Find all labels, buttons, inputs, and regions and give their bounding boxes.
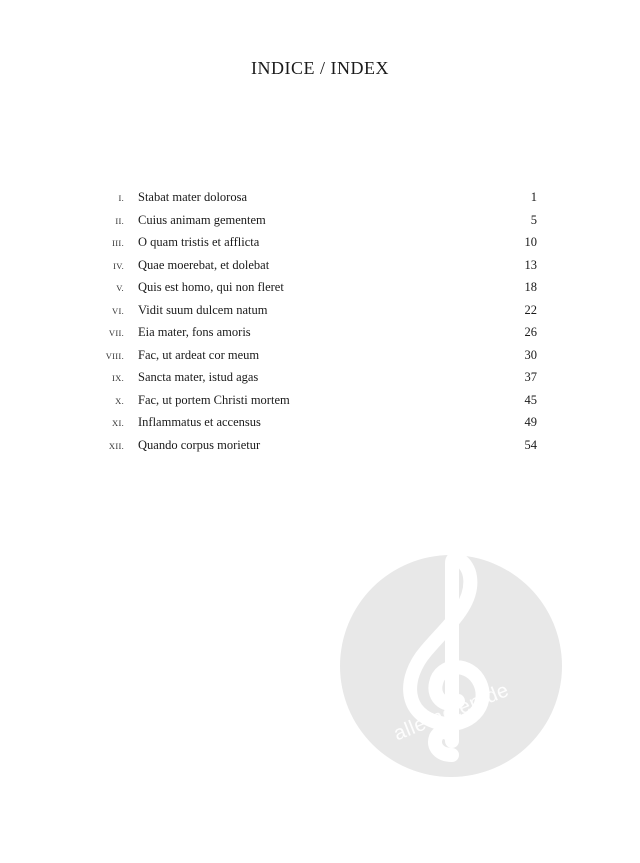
toc-entry-title: Vidit suum dulcem natum: [138, 302, 268, 317]
toc-entry-number: II.: [115, 215, 124, 226]
toc-entry-number: XII.: [108, 440, 124, 451]
toc-entry: [100, 438, 537, 461]
toc-entry-page: 37: [524, 370, 537, 384]
toc-entry-title: Quis est homo, qui non fleret: [138, 280, 284, 294]
toc-entry: [100, 348, 537, 371]
toc-entry: [100, 280, 537, 303]
toc-entry-title: O quam tristis et afflicta: [138, 235, 260, 249]
toc-entry-title: Inflammatus et accensus: [138, 415, 261, 429]
toc-entry: [100, 258, 537, 281]
toc-entry-number: XI.: [112, 418, 124, 428]
toc-entry: [100, 190, 537, 213]
toc-entry-title: Cuius animam gementem: [138, 212, 266, 227]
toc-entry-page: 13: [524, 257, 537, 272]
toc-entry: [100, 235, 537, 258]
toc-entry-page: 26: [524, 325, 537, 339]
toc-entry-number: IV.: [113, 260, 124, 271]
toc-entry-page: 54: [524, 437, 537, 452]
toc-entry-page: 45: [524, 392, 537, 407]
toc-entry-title: Fac, ut portem Christi mortem: [138, 392, 290, 407]
toc-entry: [100, 303, 537, 326]
toc-entry-number: X.: [115, 395, 124, 406]
page-title: INDICE / INDEX: [251, 58, 389, 78]
toc-entry-page: 1: [530, 190, 537, 204]
toc-entry-title: Eia mater, fons amoris: [138, 325, 251, 339]
toc-entry-page: 18: [524, 280, 537, 294]
toc-entry: [100, 393, 537, 416]
table-of-contents: [100, 190, 537, 460]
toc-entry-number: IX.: [112, 373, 124, 383]
toc-entry-number: V.: [116, 283, 124, 293]
toc-entry-page: 30: [524, 347, 537, 362]
toc-entry-page: 49: [524, 415, 537, 429]
toc-entry-page: 22: [524, 302, 537, 317]
toc-entry: [100, 325, 537, 348]
toc-entry-title: Stabat mater dolorosa: [138, 190, 247, 204]
toc-entry-title: Quae moerebat, et dolebat: [138, 257, 270, 272]
toc-entry-title: Quando corpus morietur: [138, 437, 261, 452]
toc-entry-number: I.: [118, 193, 124, 203]
toc-entry-number: VI.: [112, 305, 124, 316]
toc-entry-number: III.: [112, 238, 124, 248]
toc-entry-number: VII.: [108, 328, 124, 338]
toc-entry: [100, 213, 537, 236]
toc-entry: [100, 370, 537, 393]
watermark-text: alle-noten.de: [390, 679, 513, 746]
toc-entry-number: VIII.: [105, 350, 124, 361]
toc-entry-page: 10: [524, 235, 537, 249]
toc-entry-page: 5: [530, 212, 537, 227]
watermark-treble-clef-icon: [340, 555, 562, 777]
toc-entry-title: Sancta mater, istud agas: [138, 370, 259, 384]
toc-entry-title: Fac, ut ardeat cor meum: [138, 347, 260, 362]
toc-entry: [100, 415, 537, 438]
